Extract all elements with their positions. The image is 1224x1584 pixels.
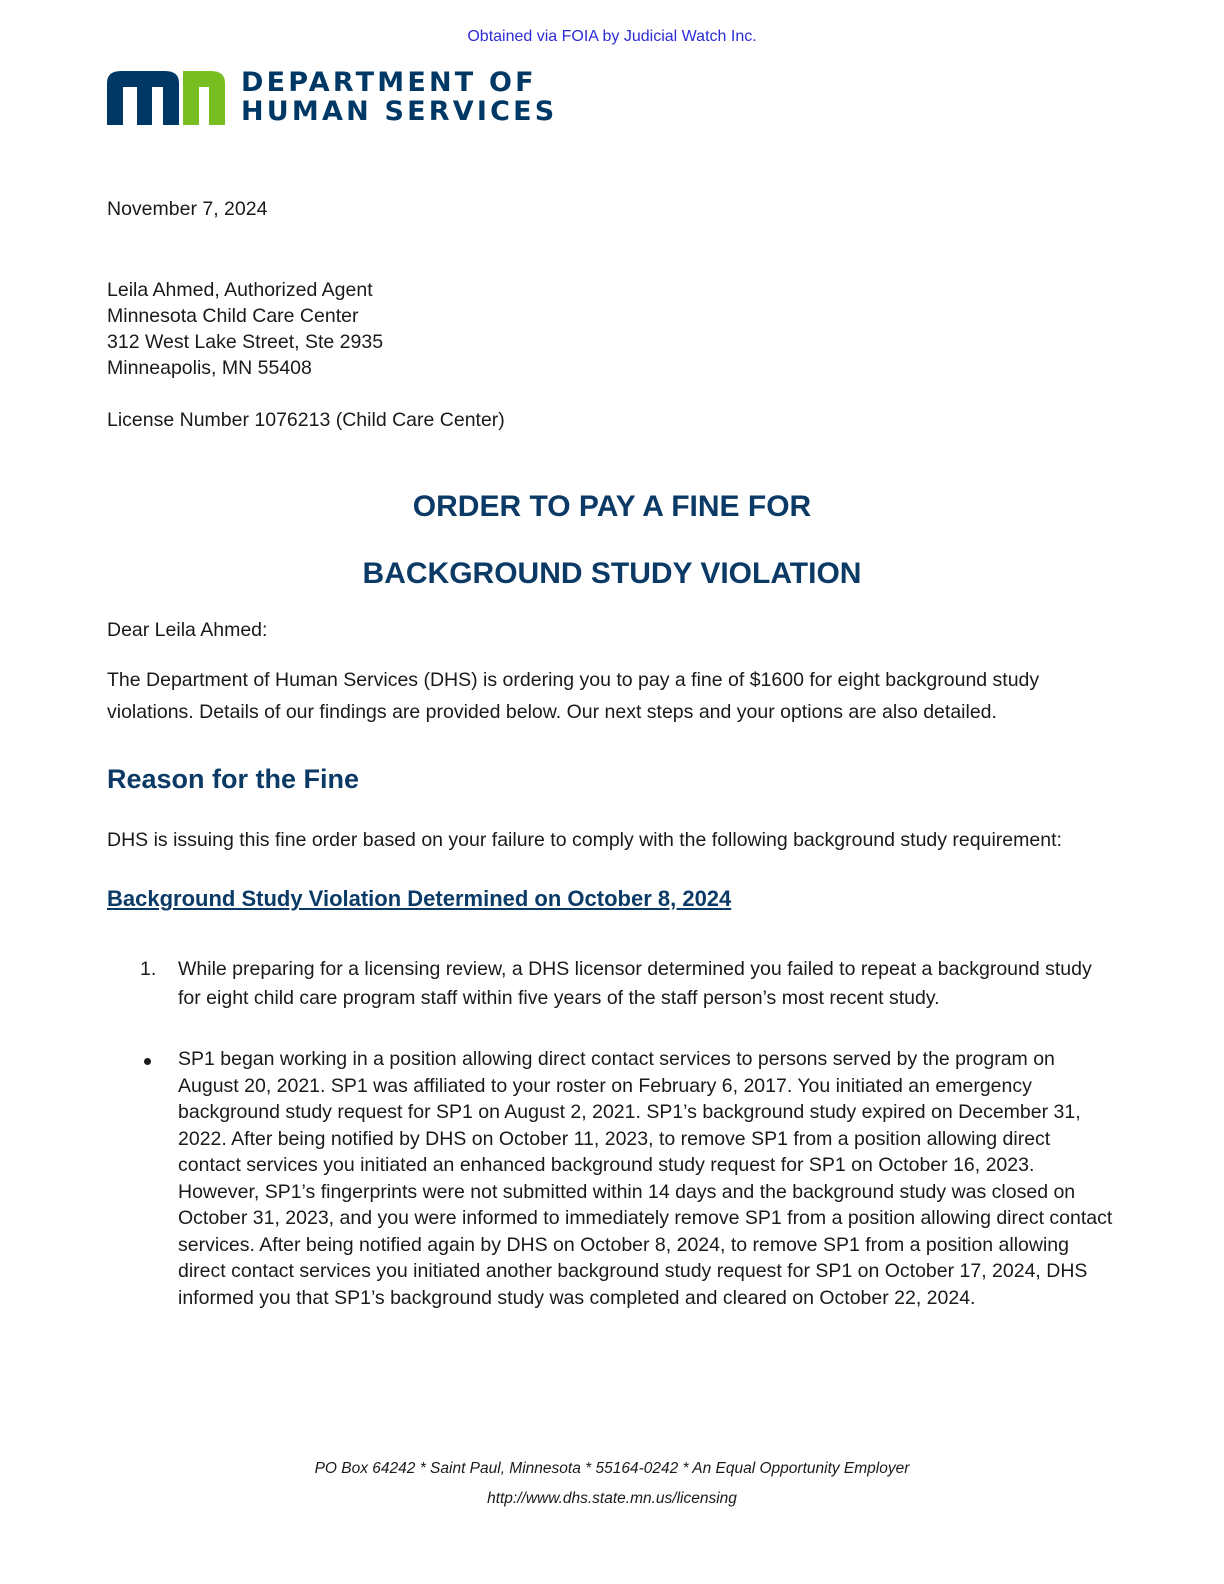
intro-paragraph: The Department of Human Services (DHS) is ordering you to pay a fine of $1600 for eight background study violations. Details of our findings are provided below. Our next steps and your options are also detailed. [107, 669, 1040, 723]
issuing-paragraph: DHS is issuing this fine order based on your failure to comply with the following background study requirement: [107, 829, 1062, 851]
footer-url: http://www.dhs.state.mn.us/licensing [487, 1490, 737, 1507]
item-text: SP1 began working in a position allowing direct contact services to persons served by the program on August 20, 2021. SP1 was affiliated to your roster on February 6, 2017. You initiated an emergency background study request for SP1 on August 2, 2021. SP1’s background study expired on December 31, 2022. After being notified by DHS on October 11, 2023, to remove SP1 from a position allowing direct contact services you initiated an enhanced background study request for SP1 on October 16, 2023. However, SP1’s fingerprints were not submitted within 14 days and the background study was closed on October 31, 2023, and you were informed to immediately remove SP1 from a position allowing direct contact services. After being notified again by DHS on October 8, 2024, to remove SP1 from a position allowing direct contact services you initiated another background study request for SP1 on October 17, 2024, DHS informed you that SP1’s background study was completed and cleared on October 22, 2024. [178, 1048, 1113, 1309]
item-text: While preparing for a licensing review, a DHS licensor determined you failed to repeat a background study for eight child care program staff within five years of the staff person’s most recent study. [178, 958, 1092, 1009]
dhs-logo [107, 68, 557, 126]
violation-heading: Background Study Violation Determined on October 8, 2024 [107, 886, 732, 911]
org-line-2: HUMAN SERVICES [241, 96, 558, 127]
department-name [241, 68, 557, 126]
order-title-line-2: BACKGROUND STUDY VIOLATION [362, 557, 862, 590]
address-line: Minnesota Child Care Center [107, 305, 359, 327]
foia-watermark: Obtained via FOIA by Judicial Watch Inc. [467, 28, 757, 45]
address-line: Leila Ahmed, Authorized Agent [107, 279, 373, 301]
address-line: Minneapolis, MN 55408 [107, 357, 312, 379]
item-number: 1. [140, 958, 157, 980]
numbered-item [140, 955, 1115, 1013]
recipient-address [107, 277, 383, 381]
license-number: License Number 1076213 (Child Care Center) [107, 409, 505, 431]
bullet-item [140, 1046, 1115, 1311]
bullet-icon [144, 1058, 151, 1065]
reason-heading: Reason for the Fine [107, 764, 360, 794]
address-line: 312 West Lake Street, Ste 2935 [107, 331, 384, 353]
org-line-1: DEPARTMENT OF [241, 67, 537, 98]
salutation: Dear Leila Ahmed: [107, 619, 268, 641]
order-title-line-1: ORDER TO PAY A FINE FOR [412, 490, 812, 523]
mn-logo-icon [107, 69, 225, 125]
letter-date: November 7, 2024 [107, 198, 268, 220]
footer-address: PO Box 64242 * Saint Paul, Minnesota * 55164-0242 * An Equal Opportunity Employer [314, 1460, 910, 1477]
